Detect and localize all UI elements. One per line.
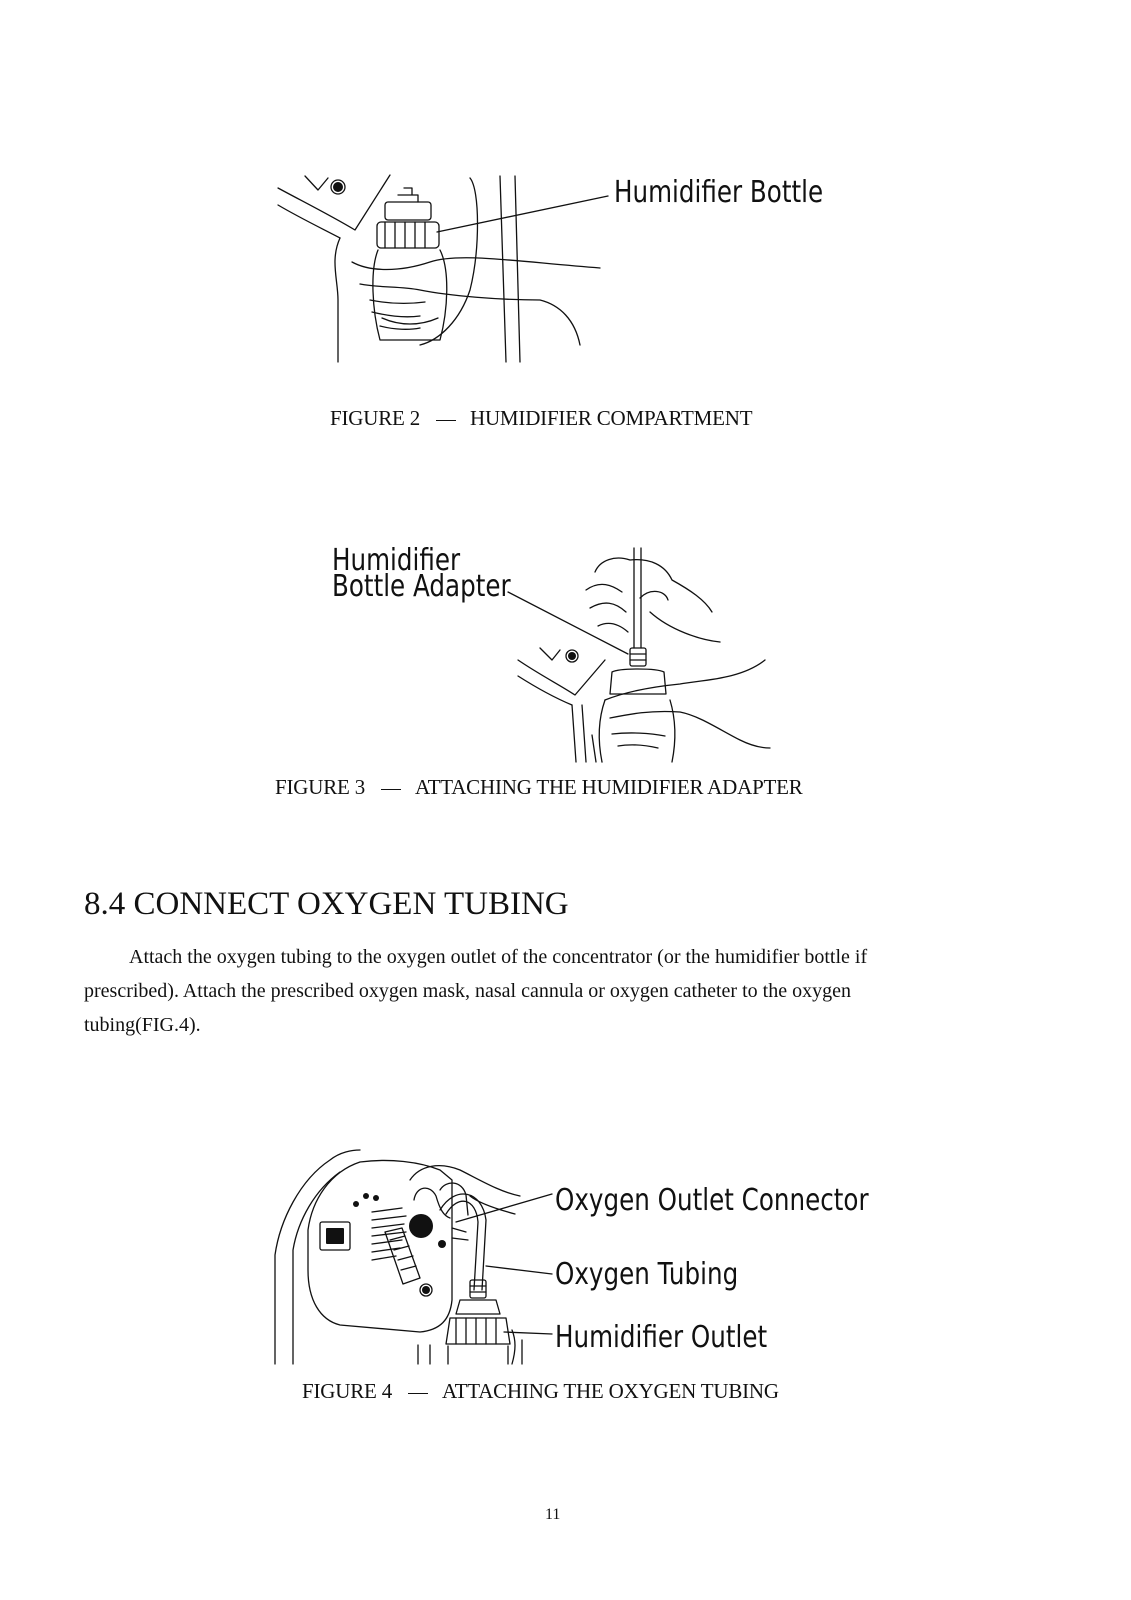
figure-4-caption-number: FIGURE 4 (302, 1379, 392, 1403)
figure-2-label-humidifier-bottle: Humidifier Bottle (614, 175, 824, 210)
figure-2-caption-number: FIGURE 2 (330, 406, 420, 430)
figure-3-caption-number: FIGURE 3 (275, 775, 365, 799)
figure-4-label-tubing: Oxygen Tubing (555, 1257, 739, 1292)
caption-dash (408, 1393, 428, 1394)
section-heading: 8.4 CONNECT OXYGEN TUBING (84, 886, 569, 922)
figure-4-label-outlet-connector: Oxygen Outlet Connector (555, 1183, 869, 1218)
figure-3-label-line-2: Bottle Adapter (332, 569, 511, 604)
figure-4-caption-title: ATTACHING THE OXYGEN TUBING (442, 1379, 779, 1403)
figure-4-label-humidifier-outlet: Humidifier Outlet (555, 1320, 768, 1355)
section-paragraph: Attach the oxygen tubing to the oxygen outlet of the concentrator (or the humidifier bottle if prescribed). Attach the prescribed oxygen mask, nasal cannula or oxygen catheter to the oxygen tubing(FIG.4). (84, 946, 868, 1036)
figure-2-caption-title: HUMIDIFIER COMPARTMENT (470, 406, 753, 430)
figure-3-caption-title: ATTACHING THE HUMIDIFIER ADAPTER (415, 775, 803, 799)
figure-3-label-line-1: Humidifier (332, 543, 461, 578)
page-number: 11 (545, 1506, 561, 1523)
figure-4-caption (302, 1379, 779, 1404)
